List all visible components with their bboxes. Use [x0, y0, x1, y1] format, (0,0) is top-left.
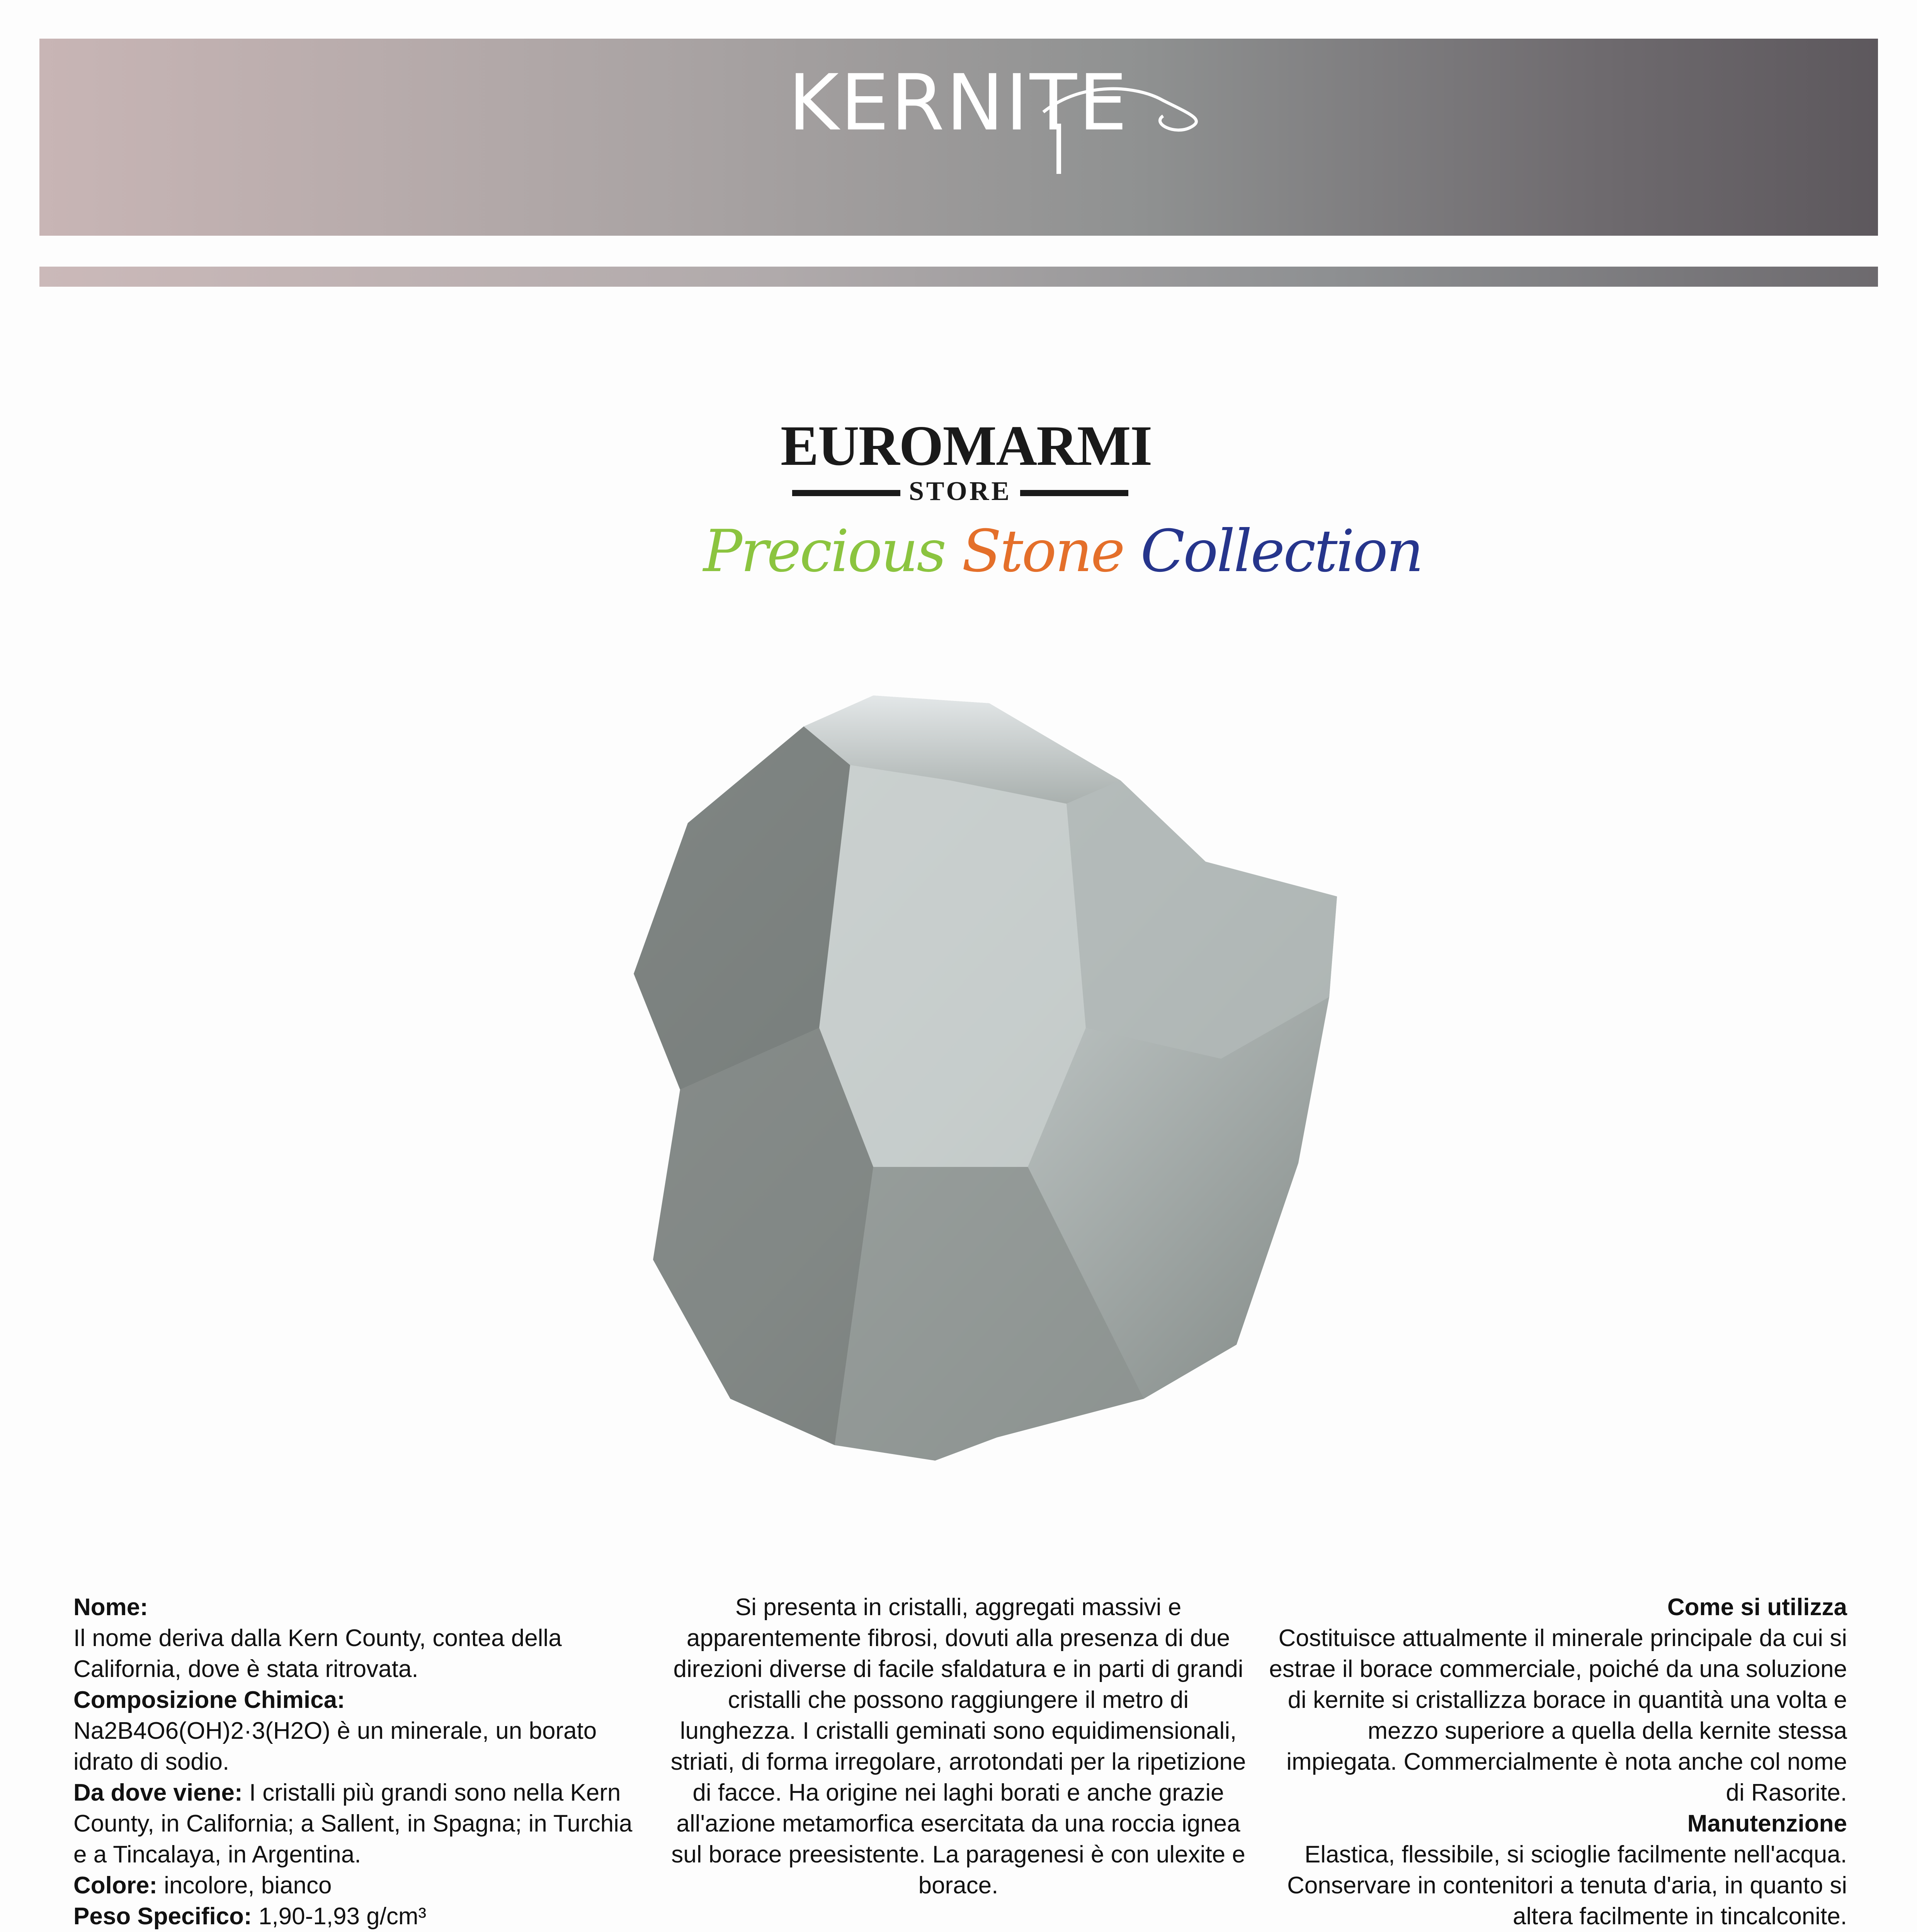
usage-column	[1267, 1592, 1847, 1932]
colore-label: Colore:	[73, 1872, 157, 1899]
page-title: KERNITE	[788, 58, 1129, 148]
euromarmi-logo	[781, 414, 1152, 507]
peso-row	[73, 1901, 645, 1932]
utilizzo-label: Come si utilizza	[1667, 1594, 1847, 1621]
logo-sub	[781, 476, 1140, 507]
title-flourish-icon	[1036, 77, 1209, 178]
header-stripe	[39, 267, 1878, 287]
peso-text: 1,90-1,93 g/cm³	[258, 1903, 427, 1930]
crystal-left-base	[653, 1028, 873, 1445]
collection-word-stone: Stone	[961, 518, 1124, 585]
colore-row	[73, 1870, 645, 1901]
manutenzione-text: Elastica, flessibile, si scioglie facilmente nell'acqua. Conservare in contenitori a tenuta d'aria, in quanto si altera facilmente in tincalconite.	[1287, 1841, 1847, 1930]
composizione-label: Composizione Chimica:	[73, 1687, 345, 1713]
logo-bar-right	[1020, 490, 1128, 496]
collection-word-precious: Precious	[703, 518, 945, 585]
logo-sub-text: STORE	[908, 476, 1012, 506]
peso-label: Peso Specifico:	[73, 1903, 252, 1930]
colore-text: incolore, bianco	[164, 1872, 332, 1899]
crystal-front-face	[819, 765, 1086, 1167]
logo-main-text: EUROMARMI	[781, 414, 1152, 478]
manutenzione-label: Manutenzione	[1687, 1810, 1847, 1837]
provenienza-label: Da dove viene:	[73, 1779, 243, 1806]
properties-column	[73, 1592, 645, 1932]
description-column	[668, 1592, 1248, 1901]
utilizzo-text: Costituisce attualmente il minerale principale da cui si estrae il borace commerciale, poiché da una soluzione di kernite si cristallizza borace in quantità una volta e mezzo superiore a quella della kernite stessa impiegata. Commercialmente è nota anche col nome di Rasorite.	[1269, 1625, 1847, 1806]
kernite-crystal-image	[603, 680, 1345, 1476]
collection-title	[703, 518, 1422, 585]
provenienza-row	[73, 1777, 645, 1870]
composizione-text: Na2B4O6(OH)2·3(H2O) è un minerale, un borato idrato di sodio.	[73, 1718, 597, 1775]
collection-word-collection: Collection	[1140, 518, 1422, 585]
nome-text: Il nome deriva dalla Kern County, contea della California, dove è stata ritrovata.	[73, 1625, 562, 1682]
description-text: Si presenta in cristalli, aggregati massivi e apparentemente fibrosi, dovuti alla presenza di due direzioni diverse di facile sfaldatura e in parti di grandi cristalli che possono raggiungere il metro di lunghezza. I cristalli geminati sono equidimensionali, striati, di forma irregolare, arrotondati per la ripetizione di facce. Ha origine nei laghi borati e anche grazie all'azione metamorfica esercitata da una roccia ignea sul borace preesistente. La paragenesi è con ulexite e borace.	[670, 1594, 1246, 1899]
nome-label: Nome:	[73, 1594, 148, 1621]
provenienza-text: I cristalli più grandi sono nella Kern County, in California; a Sallent, in Spagna; in Turchia e a Tincalaya, in Argentina.	[73, 1779, 633, 1868]
